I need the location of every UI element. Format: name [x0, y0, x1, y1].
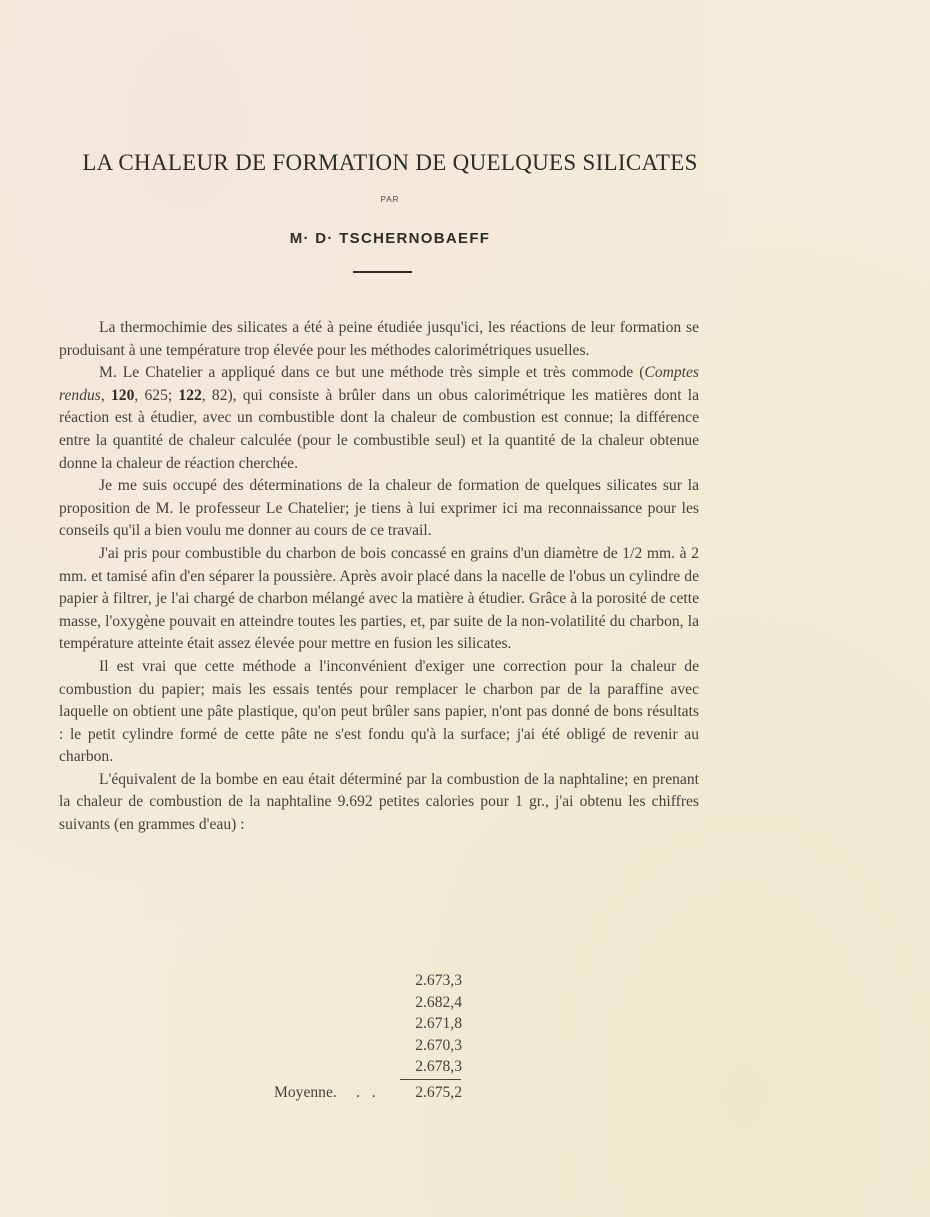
citation-comma: ,	[100, 386, 111, 404]
paragraph-intro: La thermochimie des silicates a été à peine étudiée jusqu'ici, les réactions de leur formation se produisant à une température trop élevée pour les méthodes calorimétriques usuelles.	[59, 319, 699, 359]
measurement-value: 2.678,3	[415, 1058, 462, 1075]
by-label: PAR	[380, 195, 400, 204]
paragraph-combustible: J'ai pris pour combustible du charbon de bois concassé en grains d'un diamètre de 1/2 mm. à 2 mm. et tamisé afin d'en séparer la poussière. Après avoir placé dans la nacelle de l'obus un cylindre de papier à filtrer, je l'ai chargé de charbon mélangé avec la matière à étudier. Grâce à la porosité de cette masse, l'oxygène pouvait en atteindre toutes les parties, et, par suite de la non-volatilité du charbon, la température atteinte était assez élevée pour mettre en fusion les silicates.	[59, 544, 699, 653]
measurement-value: 2.671,8	[415, 1015, 462, 1032]
measurement-value: 2.670,3	[415, 1036, 462, 1054]
sum-rule	[400, 1079, 461, 1080]
author-name: M· D· TSCHERNOBAEFF	[289, 230, 491, 247]
citation-volume-2: 122	[178, 386, 202, 404]
article-title: LA CHALEUR DE FORMATION DE QUELQUES SILICATES	[82, 150, 698, 175]
average-value: 2.675,2	[415, 1084, 462, 1101]
article-body	[59, 317, 699, 837]
measurement-list	[360, 970, 462, 1078]
average-dots: . .	[356, 1084, 380, 1101]
paragraph-acknowledgment: Je me suis occupé des déterminations de la chaleur de formation de quelques silicates sur la proposition de M. le professeur Le Chatelier; je tiens à lui exprimer ici ma reconnaissance pour les conseils qu'il a bien voulu me donner au cours de ce travail.	[59, 477, 699, 540]
paragraph-equivalent: L'équivalent de la bombe en eau était déterminé par la combustion de la naphtaline; en prenant la chaleur de combustion de la naphtaline 9.692 petites calories pour 1 gr., j'ai obtenu les chiffres suivants (en grammes d'eau) :	[59, 770, 699, 834]
average-label: Moyenne.	[274, 1084, 337, 1101]
paragraph-method	[59, 362, 699, 475]
journal-title: Comptes rendus	[59, 364, 699, 404]
title-divider	[353, 271, 412, 273]
measurement-value: 2.682,4	[415, 993, 462, 1011]
paragraph-correction: Il est vrai que cette méthode a l'inconvénient d'exiger une correction pour la chaleur de combustion du papier; mais les essais tentés pour remplacer le charbon par de la paraffine avec laquelle on obtient une pâte plastique, qu'on peut brûler sans papier, n'ont pas donné de bons résultats : le petit cylindre formé de cette pâte ne s'est fondu qu'à la surface; j'ai été obligé de revenir au charbon.	[59, 657, 699, 766]
citation-pages-1: , 625;	[134, 386, 179, 404]
measurement-value: 2.673,3	[415, 972, 462, 989]
paragraph-method-rest: , 82), qui consiste à brûler dans un obus calorimétrique les matières dont la réaction est à étudier, avec un combustible dont la chaleur de combustion est connue; la différence entre la quantité de chaleur calculée (pour le combustible seul) et la quantité de la chaleur obtenue donne la chaleur de réaction cherchée.	[59, 386, 700, 472]
paragraph-method-start: M. Le Chatelier a appliqué dans ce but une méthode très simple et très commode (	[99, 364, 645, 382]
citation-volume-1: 120	[110, 386, 135, 404]
